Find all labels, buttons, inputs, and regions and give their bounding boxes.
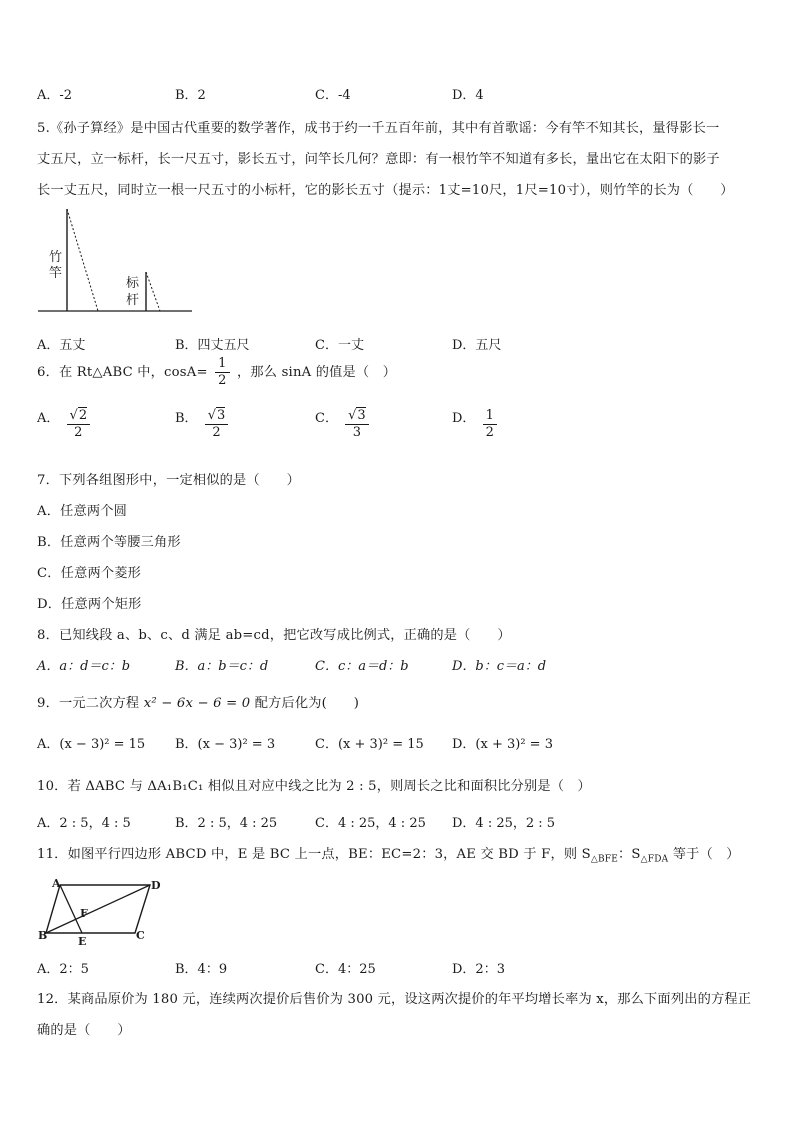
q5-stem-line-3: 长一丈五尺，同时立一根一尺五寸的小标杆，它的影长五寸（提示：1丈=10尺，1尺=10寸），则竹竿的长为（ ）: [37, 183, 734, 198]
q6-a-radicand: 2: [78, 408, 88, 423]
q6-stem-prefix: 6．在 Rt△ABC 中，cosA=: [37, 365, 208, 380]
q8-stem: 8．已知线段 a、b、c、d 满足 ab=cd，把它改写成比例式，正确的是（ ）: [37, 628, 511, 643]
q6-d-num: 1: [483, 408, 497, 425]
q11-stem-prefix: 11．如图平行四边形 ABCD 中，E 是 BC 上一点，BE：EC=2：3，AE 交 BD 于 F，则 S: [37, 847, 591, 862]
q6-option-c: C． $\frac{√3}{3}$: [315, 408, 372, 441]
q6-b-radicand: 3: [217, 408, 226, 423]
q8-option-a: A．a：d＝c：b: [37, 659, 131, 674]
q9-options: [37, 733, 637, 755]
point-e: E: [78, 935, 87, 948]
pole-shadow-ray: [67, 209, 98, 311]
q8-option-b: B．a：b＝c：d: [175, 659, 269, 674]
q4-option-a: A．-2: [37, 88, 73, 103]
q9-option-a: A．(x − 3)² = 15: [37, 737, 146, 752]
q9-option-b: B．(x − 3)² = 3: [175, 737, 276, 752]
q7-option-b: B．任意两个等腰三角形: [37, 535, 181, 550]
pole-label-1: 竹: [49, 250, 63, 265]
q12-stem-line-2: 确的是（ ）: [37, 1023, 131, 1038]
vertex-d: D: [151, 879, 161, 892]
q5-option-b: B．四丈五尺: [175, 338, 250, 353]
q9-stem: [37, 692, 359, 711]
q6-c-radicand: 3: [357, 408, 366, 423]
q5-option-a: A．五丈: [37, 338, 86, 353]
q8-option-c: C．c：a＝d：b: [315, 659, 409, 674]
segment-ae: [60, 885, 82, 933]
q7-option-d: D．任意两个矩形: [37, 597, 142, 612]
q6-option-b-label: B．: [175, 411, 198, 426]
q6-options: [37, 408, 637, 454]
q10-option-a: A．2 : 5，4 : 5: [37, 816, 131, 831]
q7-option-a: A．任意两个圆: [37, 504, 128, 519]
q9-equation: x² − 6x − 6 = 0: [143, 696, 251, 711]
q5-option-d: D．五尺: [452, 338, 502, 353]
q10-stem: 10．若 ΔABC 与 ΔA₁B₁C₁ 相似且对应中线之比为 2 : 5，则周长之比和面积比分别是（ ）: [37, 779, 591, 794]
q4-option-c: C．-4: [315, 88, 351, 103]
q6-option-c-label: C．: [315, 411, 338, 426]
q5-stem-line-1: 5.《孙子算经》是中国古代重要的数学著作，成书于约一千五百年前，其中有首歌谣：今有竿不知其长，量得影长一: [37, 121, 720, 136]
pole-label-2: 竿: [49, 266, 63, 281]
q6-cos-fraction: [215, 356, 229, 389]
q9-stem-prefix: 9．一元二次方程: [37, 696, 144, 711]
q6-stem-suffix: ，那么 sinA 的值是（ ）: [237, 365, 397, 380]
q6-option-a-label: A．: [37, 411, 60, 426]
q6-option-d: [452, 408, 500, 441]
q8-option-d: D．b：c＝a：d: [452, 659, 547, 674]
q6-d-den: 2: [485, 425, 494, 440]
q6-stem: [37, 356, 396, 389]
q11-option-c: C．4：25: [315, 962, 376, 977]
q11-option-b: B．4：9: [175, 962, 228, 977]
vertex-b: B: [38, 929, 48, 942]
q11-stem: [37, 843, 740, 865]
q11-option-d: D．2：3: [452, 962, 505, 977]
q11-option-a: A．2：5: [37, 962, 89, 977]
q7-option-c: C．任意两个菱形: [37, 566, 142, 581]
q6-frac-den: 2: [218, 373, 227, 388]
q4-option-d: D．4: [452, 88, 484, 103]
q11-sub-fda: △FDA: [640, 854, 669, 865]
q10-option-d: D．4 : 25，2 : 5: [452, 816, 556, 831]
q10-option-b: B．2 : 5，4 : 25: [175, 816, 278, 831]
q4-options: [37, 84, 637, 106]
stick-label-2: 杆: [126, 293, 140, 308]
q6-b-den: 2: [212, 425, 221, 440]
stick-shadow-ray: [146, 272, 160, 311]
q12-stem-line-1: 12．某商品原价为 180 元，连续两次提价后售价为 300 元，设这两次提价的年平均增长率为 x，那么下面列出的方程正: [37, 992, 752, 1007]
q11-stem-mid: ：S: [618, 847, 641, 862]
q11-sub-bfe: △BFE: [590, 854, 619, 865]
q6-option-a: A． $\frac{√2}{2}$: [37, 408, 93, 441]
q11-parallelogram-figure: [38, 873, 168, 949]
q6-c-den: 3: [352, 425, 362, 440]
q9-option-d: D．(x + 3)² = 3: [452, 737, 553, 752]
q5-option-c: C．一丈: [315, 338, 364, 353]
q7-stem: 7．下列各组图形中，一定相似的是（ ）: [37, 473, 300, 488]
q5-options: [37, 334, 637, 356]
q11-options: [37, 958, 637, 980]
q6-a-den: 2: [74, 425, 83, 440]
q8-options: [37, 655, 637, 677]
vertex-a: A: [52, 877, 61, 890]
q5-pole-shadow-figure: [36, 205, 196, 317]
diagonal-bd: [46, 885, 150, 933]
q9-option-c: C．(x + 3)² = 15: [315, 737, 424, 752]
q6-option-d-label: D．: [452, 411, 476, 426]
q9-stem-suffix: 配方后化为( ): [250, 696, 360, 711]
q10-options: [37, 812, 637, 834]
q11-stem-suffix: 等于（ ）: [668, 847, 740, 862]
q6-frac-num: 1: [215, 356, 229, 373]
vertex-c: C: [136, 929, 145, 942]
q10-option-c: C．4 : 25，4 : 25: [315, 816, 426, 831]
q4-option-b: B．2: [175, 88, 206, 103]
stick-label-1: 标: [126, 276, 140, 291]
q6-option-b: B． $\frac{√3}{2}$: [175, 408, 231, 441]
point-f: F: [80, 907, 88, 920]
q5-stem-line-2: 丈五尺，立一标杆，长一尺五寸，影长五寸，问竿长几何？意即：有一根竹竿不知道有多长，量出它在太阳下的影子: [37, 152, 720, 167]
